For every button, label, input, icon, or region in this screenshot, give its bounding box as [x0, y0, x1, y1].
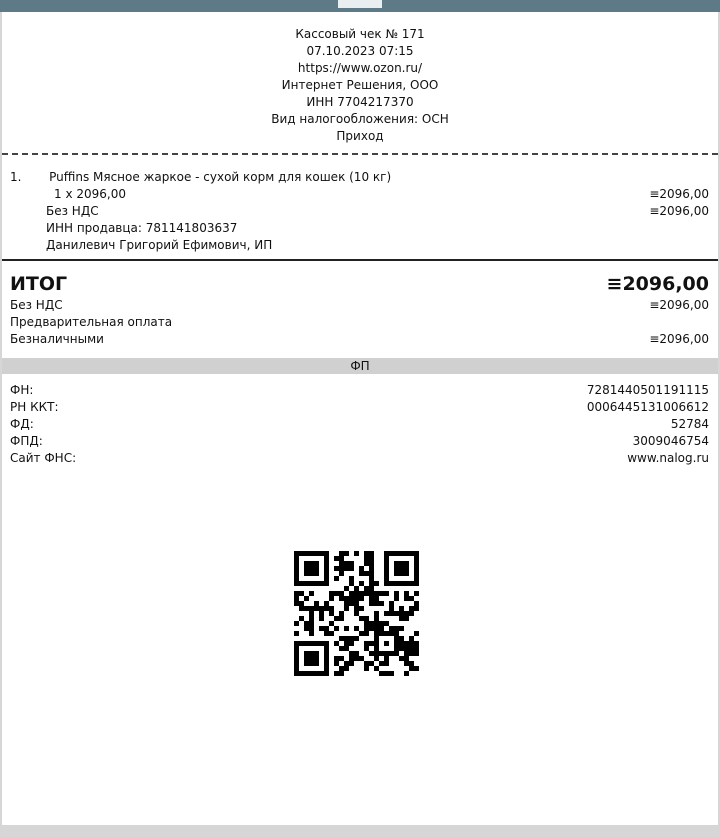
receipt-inn: ИНН 7704217370	[306, 95, 414, 109]
receipt-paper	[2, 12, 718, 825]
item-seller-name: Данилевич Григорий Ефимович, ИП	[46, 238, 273, 252]
receipt-datetime: 07.10.2023 07:15	[306, 44, 414, 58]
solid-separator	[2, 259, 718, 261]
total-value: ≡2096,00	[606, 273, 709, 295]
receipt-operation-type: Приход	[336, 129, 384, 143]
prepay-label: Предварительная оплата	[10, 315, 173, 329]
item-vat-label: Без НДС	[46, 204, 99, 218]
fn-label: ФН:	[10, 383, 34, 397]
total-vat-value: ≡2096,00	[649, 298, 709, 312]
total-row	[10, 272, 709, 296]
fpd-label: ФПД:	[10, 434, 43, 448]
receipt-url: https://www.ozon.ru/	[297, 61, 423, 75]
receipt-header	[2, 12, 718, 145]
item-name: Puffins Мясное жаркое - сухой корм для кошек (10 кг)	[49, 170, 392, 184]
item-qty-row	[10, 186, 709, 203]
fp-row	[10, 382, 709, 399]
qr-code-icon	[294, 551, 419, 676]
window-top-bar	[0, 0, 720, 12]
total-vat-row	[10, 297, 709, 314]
fp-row	[10, 416, 709, 433]
total-label: ИТОГ	[10, 273, 68, 295]
dashed-separator	[2, 153, 718, 155]
fpd-value: 3009046754	[632, 434, 709, 448]
receipt-company: Интернет Решения, ООО	[281, 78, 439, 92]
fn-value: 7281440501191115	[586, 383, 709, 397]
item-name-row	[10, 169, 709, 186]
item-sum: ≡2096,00	[649, 187, 709, 201]
rn-kkt-value: 0006445131006612	[586, 400, 709, 414]
total-vat-label: Без НДС	[10, 298, 63, 312]
item-index: 1.	[10, 170, 22, 184]
cashless-value: ≡2096,00	[649, 332, 709, 346]
receipt-tax-system: Вид налогообложения: ОСН	[271, 112, 449, 126]
fd-value: 52784	[670, 417, 709, 431]
top-bar-notch	[338, 0, 382, 8]
receipt-title: Кассовый чек № 171	[295, 27, 425, 41]
item-seller-inn-row	[10, 220, 709, 237]
fp-row	[10, 433, 709, 450]
prepay-row	[10, 314, 709, 331]
fns-site-value: www.nalog.ru	[627, 451, 709, 465]
fp-row	[10, 399, 709, 416]
window-bottom-bar	[0, 825, 720, 837]
item-vat-sum: ≡2096,00	[649, 204, 709, 218]
fd-label: ФД:	[10, 417, 34, 431]
item-seller-inn: ИНН продавца: 781141803637	[46, 221, 238, 235]
cashless-label: Безналичными	[10, 332, 104, 346]
item-vat-row	[10, 203, 709, 220]
item-qty-price: 1 x 2096,00	[54, 187, 126, 201]
cashless-row	[10, 331, 709, 348]
fns-site-label: Сайт ФНС:	[10, 451, 77, 465]
rn-kkt-label: РН ККТ:	[10, 400, 59, 414]
fp-section-bar: ФП	[2, 358, 718, 374]
fp-row	[10, 450, 709, 467]
item-seller-name-row	[10, 237, 709, 254]
